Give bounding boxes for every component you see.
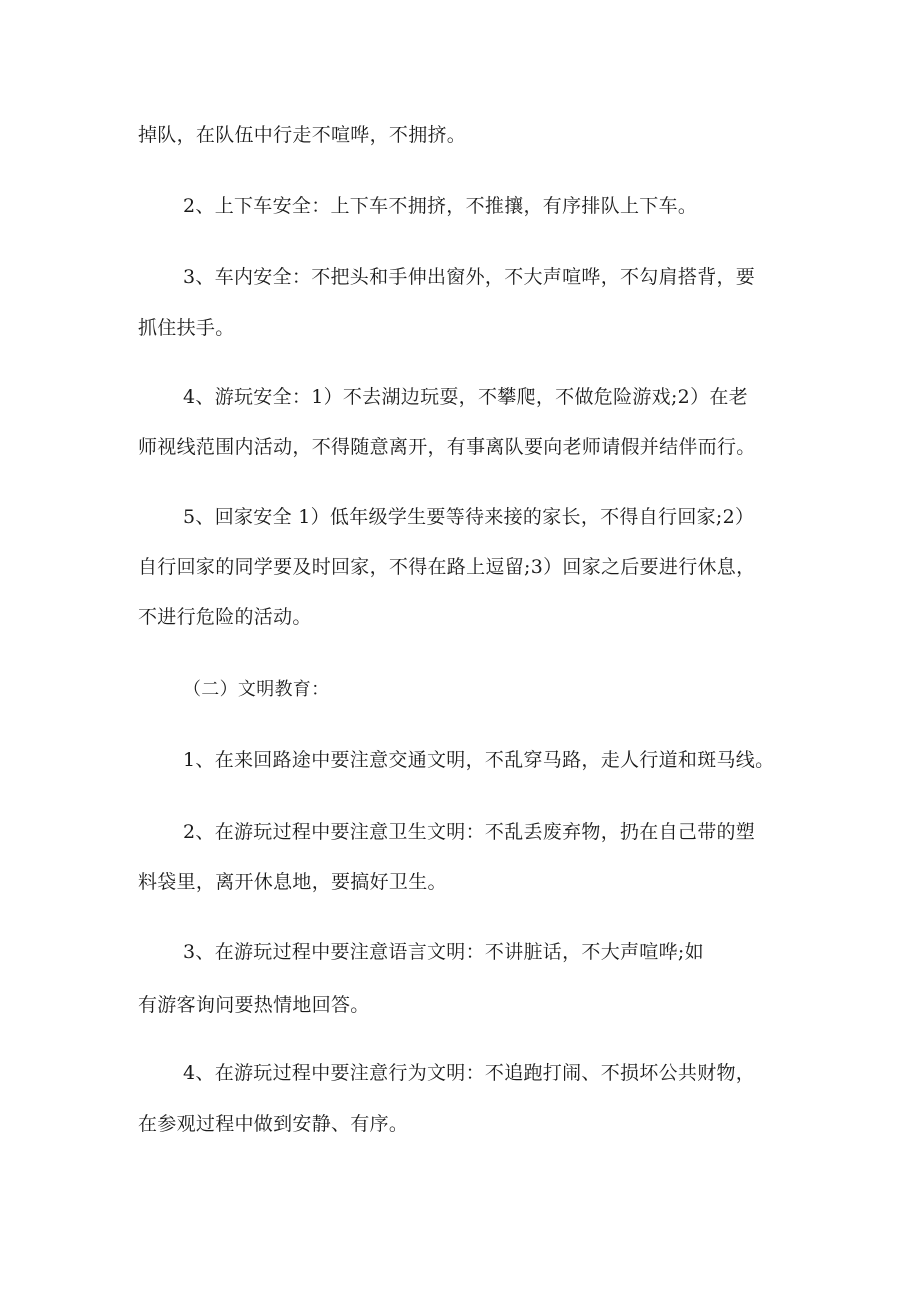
paragraph-line: 2、在游玩过程中要注意卫生文明：不乱丢废弃物，扔在自己带的塑 xyxy=(183,821,756,843)
paragraph-line: 自行回家的同学要及时回家，不得在路上逗留;3）回家之后要进行休息， xyxy=(138,556,756,578)
paragraph-line: 料袋里，离开休息地，要搞好卫生。 xyxy=(138,871,447,893)
paragraph-line: 有游客询问要热情地回答。 xyxy=(138,994,370,1016)
paragraph-line: 4、游玩安全：1）不去湖边玩耍，不攀爬，不做危险游戏;2）在老 xyxy=(183,386,748,408)
paragraph-line: 抓住扶手。 xyxy=(138,317,235,339)
paragraph-line: 1、在来回路途中要注意交通文明，不乱穿马路，走人行道和斑马线。 xyxy=(183,749,775,771)
paragraph-line: 5、回家安全 1）低年级学生要等待来接的家长，不得自行回家;2） xyxy=(183,506,755,528)
paragraph-line: 掉队，在队伍中行走不喧哗，不拥挤。 xyxy=(138,124,467,146)
paragraph-line: 4、在游玩过程中要注意行为文明：不追跑打闹、不损坏公共财物， xyxy=(183,1062,756,1084)
paragraph-line: 不进行危险的活动。 xyxy=(138,606,312,628)
paragraph-line: 在参观过程中做到安静、有序。 xyxy=(138,1113,409,1135)
paragraph-line: 师视线范围内活动，不得随意离开，有事离队要向老师请假并结伴而行。 xyxy=(138,436,756,458)
paragraph-line: 2、上下车安全：上下车不拥挤，不推攘，有序排队上下车。 xyxy=(183,195,698,217)
section-heading: （二）文明教育： xyxy=(183,679,330,700)
paragraph-line: 3、在游玩过程中要注意语言文明：不讲脏话，不大声喧哗;如 xyxy=(183,941,704,963)
paragraph-line: 3、车内安全：不把头和手伸出窗外，不大声喧哗，不勾肩搭背，要 xyxy=(183,266,756,288)
